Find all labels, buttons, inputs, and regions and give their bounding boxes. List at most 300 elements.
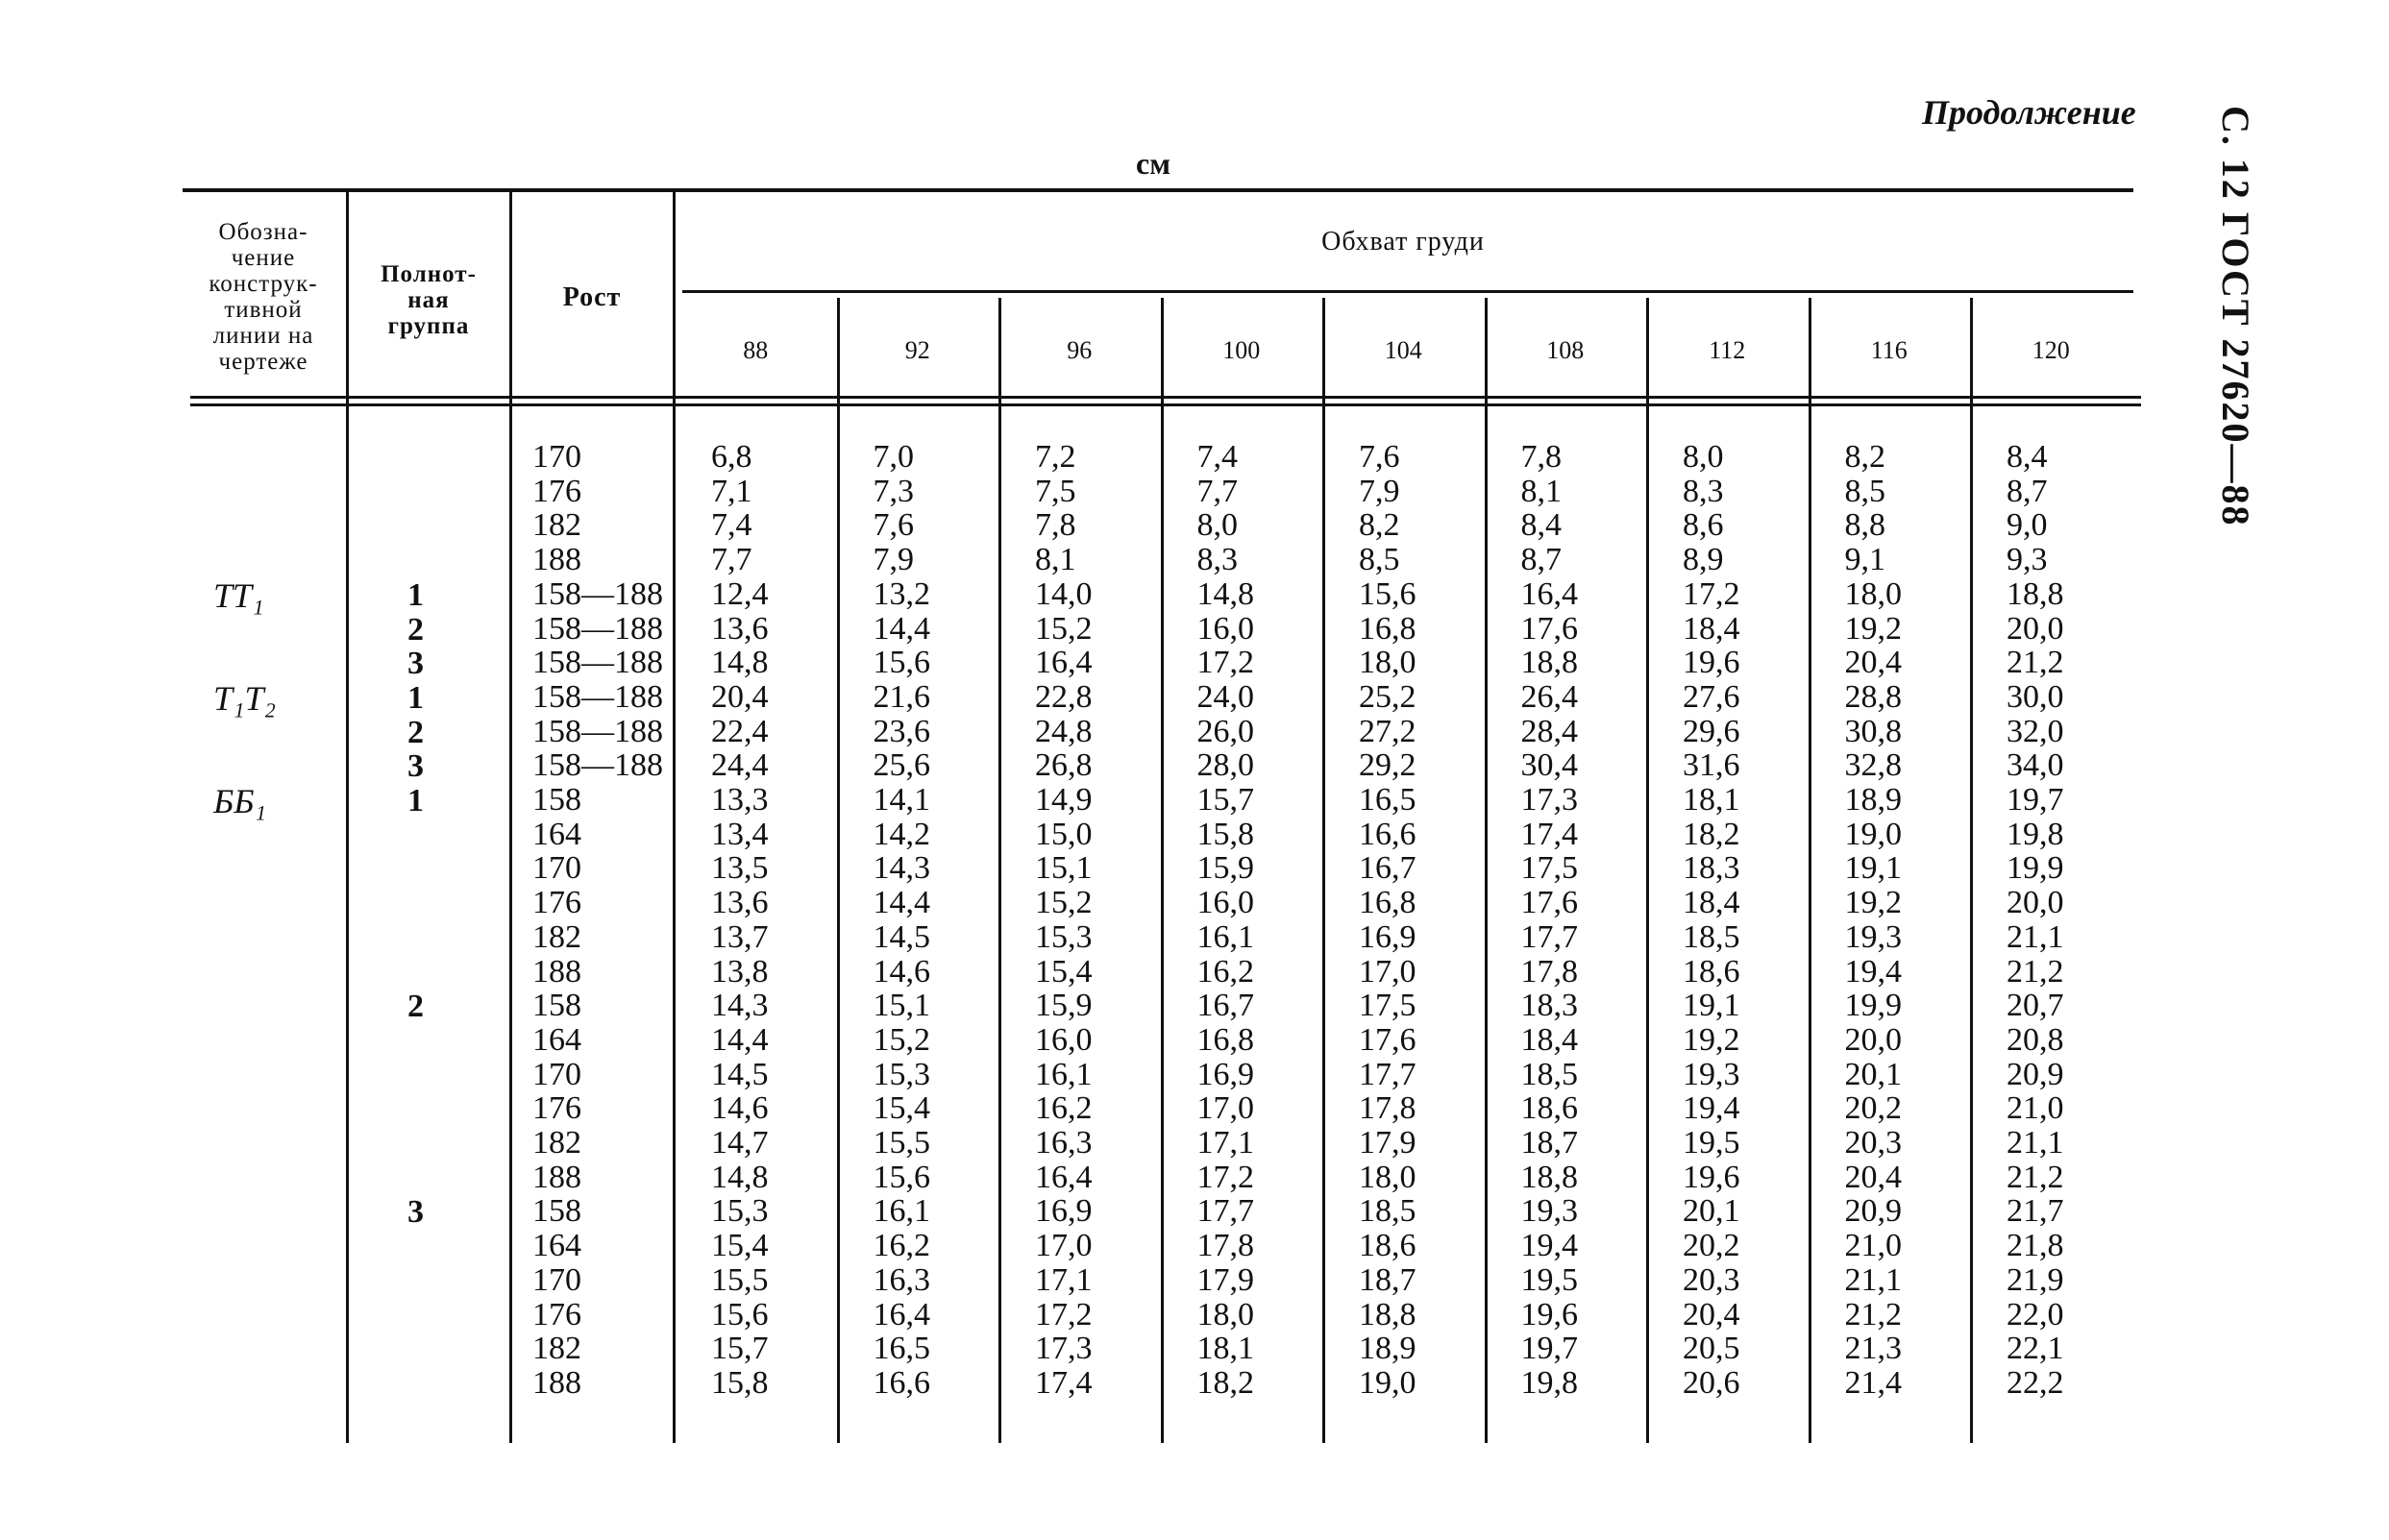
value-cell: 16,6: [1359, 816, 1416, 852]
value-cell: 17,2: [1196, 645, 1254, 681]
value-cell: 14,4: [873, 610, 930, 647]
value-cell: 19,8: [1520, 1364, 1578, 1401]
chest-column-rule: [1485, 298, 1488, 1443]
value-cell: 18,8: [1520, 1159, 1578, 1195]
unit-label: см: [1136, 146, 1170, 181]
value-cell: 18,6: [1683, 953, 1740, 990]
value-cell: 15,9: [1196, 850, 1254, 887]
value-cell: 17,5: [1359, 988, 1416, 1024]
value-cell: 19,4: [1844, 953, 1902, 990]
value-cell: 8,9: [1683, 542, 1724, 578]
value-cell: 27,6: [1683, 678, 1740, 715]
value-cell: 16,2: [873, 1228, 930, 1264]
value-cell: 6,8: [711, 439, 752, 475]
value-cell: 17,2: [1035, 1296, 1093, 1332]
page-side-label: [2210, 106, 2268, 527]
value-cell: 18,9: [1359, 1331, 1416, 1367]
value-cell: 23,6: [873, 713, 930, 749]
value-cell: 13,8: [711, 953, 769, 990]
value-cell: 8,5: [1844, 473, 1885, 509]
value-cell: 18,5: [1520, 1056, 1578, 1092]
value-cell: 12,4: [711, 575, 769, 612]
value-cell: 15,7: [711, 1331, 769, 1367]
value-cell: 7,5: [1035, 473, 1076, 509]
value-cell: 17,0: [1359, 953, 1416, 990]
rule-after-group: [509, 192, 512, 1443]
height-cell: 158—188: [532, 575, 663, 612]
value-cell: 31,6: [1683, 747, 1740, 784]
value-cell: 20,3: [1683, 1261, 1740, 1298]
value-cell: 16,8: [1196, 1021, 1254, 1058]
value-cell: 19,6: [1683, 1159, 1740, 1195]
value-cell: 21,2: [1844, 1296, 1902, 1332]
value-cell: 16,4: [873, 1296, 930, 1332]
value-cell: 15,2: [1035, 885, 1093, 921]
value-cell: 28,0: [1196, 747, 1254, 784]
value-cell: 22,4: [711, 713, 769, 749]
value-cell: 17,9: [1196, 1261, 1254, 1298]
value-cell: 16,2: [1035, 1090, 1093, 1127]
value-cell: 28,4: [1520, 713, 1578, 749]
value-cell: 7,9: [873, 542, 914, 578]
chest-size-header: 116: [1870, 336, 1908, 364]
value-cell: 14,8: [1196, 575, 1254, 612]
value-cell: 20,4: [711, 678, 769, 715]
value-cell: 20,2: [1683, 1228, 1740, 1264]
value-cell: 20,9: [1844, 1193, 1902, 1230]
value-cell: 19,6: [1520, 1296, 1578, 1332]
value-cell: 18,3: [1520, 988, 1578, 1024]
height-cell: 188: [532, 1364, 581, 1401]
value-cell: 7,6: [1359, 439, 1400, 475]
chest-size-header: 100: [1222, 336, 1261, 364]
table-top-rule: [183, 188, 2133, 192]
value-cell: 17,6: [1520, 885, 1578, 921]
value-cell: 21,2: [2007, 1159, 2064, 1195]
value-cell: 30,8: [1844, 713, 1902, 749]
value-cell: 15,1: [1035, 850, 1093, 887]
value-cell: 15,4: [1035, 953, 1093, 990]
value-cell: 14,4: [711, 1021, 769, 1058]
value-cell: 16,5: [873, 1331, 930, 1367]
value-cell: 19,0: [1359, 1364, 1416, 1401]
height-cell: 158—188: [532, 713, 663, 749]
value-cell: 19,7: [2007, 782, 2064, 818]
height-cell: 176: [532, 1090, 581, 1127]
value-cell: 25,2: [1359, 678, 1416, 715]
value-cell: 20,5: [1683, 1331, 1740, 1367]
value-cell: 24,4: [711, 747, 769, 784]
value-cell: 15,6: [711, 1296, 769, 1332]
value-cell: 20,6: [1683, 1364, 1740, 1401]
value-cell: 21,0: [1844, 1228, 1902, 1264]
chest-column-rule: [1646, 298, 1649, 1443]
fullness-group: 3: [407, 646, 424, 682]
rule-after-height: [673, 192, 676, 1443]
value-cell: 15,2: [1035, 610, 1093, 647]
value-cell: 17,1: [1196, 1125, 1254, 1161]
value-cell: 14,4: [873, 885, 930, 921]
value-cell: 20,1: [1844, 1056, 1902, 1092]
value-cell: 19,2: [1683, 1021, 1740, 1058]
chest-size-header: 112: [1709, 336, 1746, 364]
value-cell: 28,8: [1844, 678, 1902, 715]
value-cell: 7,4: [711, 507, 752, 544]
value-cell: 16,4: [1035, 645, 1093, 681]
value-cell: 9,3: [2007, 542, 2048, 578]
value-cell: 17,4: [1035, 1364, 1093, 1401]
value-cell: 18,8: [1359, 1296, 1416, 1332]
value-cell: 14,7: [711, 1125, 769, 1161]
value-cell: 7,8: [1520, 439, 1562, 475]
value-cell: 7,7: [711, 542, 752, 578]
value-cell: 19,3: [1844, 918, 1902, 955]
value-cell: 18,8: [1520, 645, 1578, 681]
value-cell: 15,8: [1196, 816, 1254, 852]
value-cell: 8,7: [1520, 542, 1562, 578]
height-cell: 176: [532, 1296, 581, 1332]
value-cell: 14,8: [711, 1159, 769, 1195]
value-cell: 14,1: [873, 782, 930, 818]
value-cell: 18,5: [1683, 918, 1740, 955]
value-cell: 22,8: [1035, 678, 1093, 715]
value-cell: 19,5: [1683, 1125, 1740, 1161]
value-cell: 30,4: [1520, 747, 1578, 784]
value-cell: 15,6: [873, 645, 930, 681]
value-cell: 14,5: [873, 918, 930, 955]
value-cell: 29,2: [1359, 747, 1416, 784]
value-cell: 21,7: [2007, 1193, 2064, 1230]
header-group: Полнот- ная группа: [381, 261, 477, 339]
value-cell: 8,1: [1520, 473, 1562, 509]
value-cell: 16,9: [1035, 1193, 1093, 1230]
height-cell: 182: [532, 1331, 581, 1367]
value-cell: 20,0: [2007, 885, 2064, 921]
value-cell: 21,1: [1844, 1261, 1902, 1298]
value-cell: 18,3: [1683, 850, 1740, 887]
value-cell: 17,8: [1196, 1228, 1254, 1264]
value-cell: 21,4: [1844, 1364, 1902, 1401]
value-cell: 17,4: [1520, 816, 1578, 852]
value-cell: 18,6: [1359, 1228, 1416, 1264]
value-cell: 14,8: [711, 645, 769, 681]
value-cell: 18,6: [1520, 1090, 1578, 1127]
value-cell: 18,2: [1196, 1364, 1254, 1401]
value-cell: 21,1: [2007, 918, 2064, 955]
value-cell: 17,8: [1520, 953, 1578, 990]
value-cell: 16,3: [873, 1261, 930, 1298]
chest-column-rule: [1322, 298, 1325, 1443]
value-cell: 17,1: [1035, 1261, 1093, 1298]
value-cell: 15,4: [873, 1090, 930, 1127]
value-cell: 18,2: [1683, 816, 1740, 852]
value-cell: 19,2: [1844, 610, 1902, 647]
fullness-group: 2: [407, 611, 424, 648]
value-cell: 18,0: [1359, 645, 1416, 681]
value-cell: 15,9: [1035, 988, 1093, 1024]
value-cell: 19,2: [1844, 885, 1902, 921]
chest-column-rule: [837, 298, 840, 1443]
value-cell: 24,8: [1035, 713, 1093, 749]
value-cell: 16,9: [1359, 918, 1416, 955]
value-cell: 18,4: [1683, 610, 1740, 647]
value-cell: 20,4: [1844, 1159, 1902, 1195]
value-cell: 20,0: [2007, 610, 2064, 647]
value-cell: 27,2: [1359, 713, 1416, 749]
value-cell: 19,1: [1683, 988, 1740, 1024]
value-cell: 16,0: [1196, 610, 1254, 647]
value-cell: 17,7: [1520, 918, 1578, 955]
value-cell: 17,3: [1035, 1331, 1093, 1367]
value-cell: 20,4: [1844, 645, 1902, 681]
chest-size-header: 96: [1067, 336, 1093, 364]
value-cell: 16,9: [1196, 1056, 1254, 1092]
value-cell: 14,3: [873, 850, 930, 887]
value-cell: 15,3: [711, 1193, 769, 1230]
value-cell: 21,0: [2007, 1090, 2064, 1127]
value-cell: 19,4: [1520, 1228, 1578, 1264]
value-cell: 19,3: [1520, 1193, 1578, 1230]
height-cell: 158—188: [532, 610, 663, 647]
value-cell: 8,1: [1035, 542, 1076, 578]
value-cell: 19,0: [1844, 816, 1902, 852]
value-cell: 15,1: [873, 988, 930, 1024]
value-cell: 8,7: [2007, 473, 2048, 509]
header-height: Рост: [562, 282, 622, 312]
height-cell: 170: [532, 1056, 581, 1092]
line-designation: ББ₁: [213, 782, 266, 820]
value-cell: 15,3: [1035, 918, 1093, 955]
height-cell: 164: [532, 1228, 581, 1264]
value-cell: 17,7: [1196, 1193, 1254, 1230]
value-cell: 20,3: [1844, 1125, 1902, 1161]
value-cell: 16,0: [1035, 1021, 1093, 1058]
chest-column-rule: [998, 298, 1001, 1443]
value-cell: 8,0: [1683, 439, 1724, 475]
value-cell: 8,2: [1359, 507, 1400, 544]
value-cell: 16,0: [1196, 885, 1254, 921]
value-cell: 15,4: [711, 1228, 769, 1264]
height-cell: 158—188: [532, 678, 663, 715]
value-cell: 18,7: [1359, 1261, 1416, 1298]
fullness-group: 3: [407, 1194, 424, 1231]
value-cell: 14,5: [711, 1056, 769, 1092]
value-cell: 15,7: [1196, 782, 1254, 818]
value-cell: 17,7: [1359, 1056, 1416, 1092]
value-cell: 18,0: [1844, 575, 1902, 612]
value-cell: 18,4: [1683, 885, 1740, 921]
value-cell: 14,2: [873, 816, 930, 852]
value-cell: 19,7: [1520, 1331, 1578, 1367]
value-cell: 15,5: [711, 1261, 769, 1298]
value-cell: 8,5: [1359, 542, 1400, 578]
value-cell: 7,8: [1035, 507, 1076, 544]
value-cell: 20,9: [2007, 1056, 2064, 1092]
chest-size-header: 92: [904, 336, 930, 364]
value-cell: 7,3: [873, 473, 914, 509]
value-cell: 13,7: [711, 918, 769, 955]
value-cell: 16,3: [1035, 1125, 1093, 1161]
height-cell: 170: [532, 850, 581, 887]
value-cell: 17,5: [1520, 850, 1578, 887]
value-cell: 17,0: [1035, 1228, 1093, 1264]
value-cell: 8,4: [1520, 507, 1562, 544]
value-cell: 8,0: [1196, 507, 1238, 544]
value-cell: 17,2: [1196, 1159, 1254, 1195]
chest-size-header: 88: [743, 336, 769, 364]
value-cell: 26,4: [1520, 678, 1578, 715]
fullness-group: 2: [407, 989, 424, 1025]
value-cell: 15,6: [1359, 575, 1416, 612]
height-cell: 182: [532, 1125, 581, 1161]
value-cell: 24,0: [1196, 678, 1254, 715]
value-cell: 9,1: [1844, 542, 1885, 578]
value-cell: 8,2: [1844, 439, 1885, 475]
continuation-label: Продолжение: [1922, 93, 2136, 132]
value-cell: 20,8: [2007, 1021, 2064, 1058]
value-cell: 18,8: [2007, 575, 2064, 612]
value-cell: 15,3: [873, 1056, 930, 1092]
value-cell: 22,0: [2007, 1296, 2064, 1332]
value-cell: 19,9: [1844, 988, 1902, 1024]
height-cell: 158: [532, 1193, 581, 1230]
value-cell: 18,5: [1359, 1193, 1416, 1230]
value-cell: 21,1: [2007, 1125, 2064, 1161]
height-cell: 188: [532, 542, 581, 578]
value-cell: 26,0: [1196, 713, 1254, 749]
value-cell: 8,3: [1683, 473, 1724, 509]
header-bottom-rule-2: [190, 403, 2141, 406]
value-cell: 16,5: [1359, 782, 1416, 818]
header-chest: Обхват груди: [1321, 227, 1485, 257]
value-cell: 22,2: [2007, 1364, 2064, 1401]
height-cell: 164: [532, 1021, 581, 1058]
height-cell: 170: [532, 1261, 581, 1298]
value-cell: 20,2: [1844, 1090, 1902, 1127]
value-cell: 21,6: [873, 678, 930, 715]
value-cell: 19,9: [2007, 850, 2064, 887]
value-cell: 8,3: [1196, 542, 1238, 578]
value-cell: 16,7: [1359, 850, 1416, 887]
value-cell: 14,0: [1035, 575, 1093, 612]
height-cell: 158—188: [532, 645, 663, 681]
value-cell: 17,2: [1683, 575, 1740, 612]
fullness-group: 3: [407, 748, 424, 785]
chest-column-rule: [1161, 298, 1164, 1443]
line-designation: T₁T₂: [213, 678, 277, 718]
value-cell: 16,4: [1035, 1159, 1093, 1195]
value-cell: 21,3: [1844, 1331, 1902, 1367]
value-cell: 16,7: [1196, 988, 1254, 1024]
value-cell: 18,0: [1359, 1159, 1416, 1195]
value-cell: 8,8: [1844, 507, 1885, 544]
height-cell: 182: [532, 918, 581, 955]
value-cell: 16,8: [1359, 610, 1416, 647]
height-cell: 164: [532, 816, 581, 852]
chest-subheader-rule: [682, 290, 2133, 293]
value-cell: 13,2: [873, 575, 930, 612]
value-cell: 17,0: [1196, 1090, 1254, 1127]
value-cell: 18,9: [1844, 782, 1902, 818]
value-cell: 9,0: [2007, 507, 2048, 544]
value-cell: 20,0: [1844, 1021, 1902, 1058]
side-label-text: С. 12 ГОСТ 27620—88: [2214, 106, 2257, 527]
height-cell: 176: [532, 473, 581, 509]
value-cell: 19,1: [1844, 850, 1902, 887]
value-cell: 19,3: [1683, 1056, 1740, 1092]
value-cell: 16,2: [1196, 953, 1254, 990]
value-cell: 7,4: [1196, 439, 1238, 475]
value-cell: 17,9: [1359, 1125, 1416, 1161]
value-cell: 13,5: [711, 850, 769, 887]
value-cell: 15,2: [873, 1021, 930, 1058]
fullness-group: 1: [407, 783, 424, 819]
value-cell: 18,0: [1196, 1296, 1254, 1332]
value-cell: 17,3: [1520, 782, 1578, 818]
header-bottom-rule-1: [190, 396, 2141, 399]
value-cell: 7,7: [1196, 473, 1238, 509]
value-cell: 14,6: [873, 953, 930, 990]
value-cell: 7,1: [711, 473, 752, 509]
fullness-group: 1: [407, 679, 424, 716]
value-cell: 16,1: [1035, 1056, 1093, 1092]
value-cell: 32,8: [1844, 747, 1902, 784]
rule-after-designation: [346, 192, 349, 1443]
value-cell: 18,1: [1683, 782, 1740, 818]
height-cell: 170: [532, 439, 581, 475]
value-cell: 19,8: [2007, 816, 2064, 852]
chest-size-header: 108: [1546, 336, 1585, 364]
value-cell: 15,5: [873, 1125, 930, 1161]
height-cell: 176: [532, 885, 581, 921]
value-cell: 21,2: [2007, 953, 2064, 990]
value-cell: 8,6: [1683, 507, 1724, 544]
value-cell: 7,9: [1359, 473, 1400, 509]
value-cell: 21,8: [2007, 1228, 2064, 1264]
value-cell: 21,2: [2007, 645, 2064, 681]
value-cell: 7,0: [873, 439, 914, 475]
value-cell: 13,6: [711, 610, 769, 647]
value-cell: 13,6: [711, 885, 769, 921]
value-cell: 14,9: [1035, 782, 1093, 818]
value-cell: 18,4: [1520, 1021, 1578, 1058]
value-cell: 13,4: [711, 816, 769, 852]
value-cell: 30,0: [2007, 678, 2064, 715]
value-cell: 29,6: [1683, 713, 1740, 749]
fullness-group: 2: [407, 714, 424, 750]
value-cell: 18,7: [1520, 1125, 1578, 1161]
value-cell: 14,3: [711, 988, 769, 1024]
value-cell: 17,6: [1359, 1021, 1416, 1058]
value-cell: 26,8: [1035, 747, 1093, 784]
value-cell: 8,4: [2007, 439, 2048, 475]
value-cell: 20,4: [1683, 1296, 1740, 1332]
value-cell: 7,6: [873, 507, 914, 544]
value-cell: 16,8: [1359, 885, 1416, 921]
value-cell: 32,0: [2007, 713, 2064, 749]
value-cell: 17,6: [1520, 610, 1578, 647]
height-cell: 158: [532, 782, 581, 818]
value-cell: 15,8: [711, 1364, 769, 1401]
value-cell: 16,4: [1520, 575, 1578, 612]
height-cell: 188: [532, 1159, 581, 1195]
value-cell: 22,1: [2007, 1331, 2064, 1367]
value-cell: 34,0: [2007, 747, 2064, 784]
fullness-group: 1: [407, 576, 424, 613]
chest-size-header: 104: [1384, 336, 1422, 364]
value-cell: 16,6: [873, 1364, 930, 1401]
value-cell: 20,1: [1683, 1193, 1740, 1230]
